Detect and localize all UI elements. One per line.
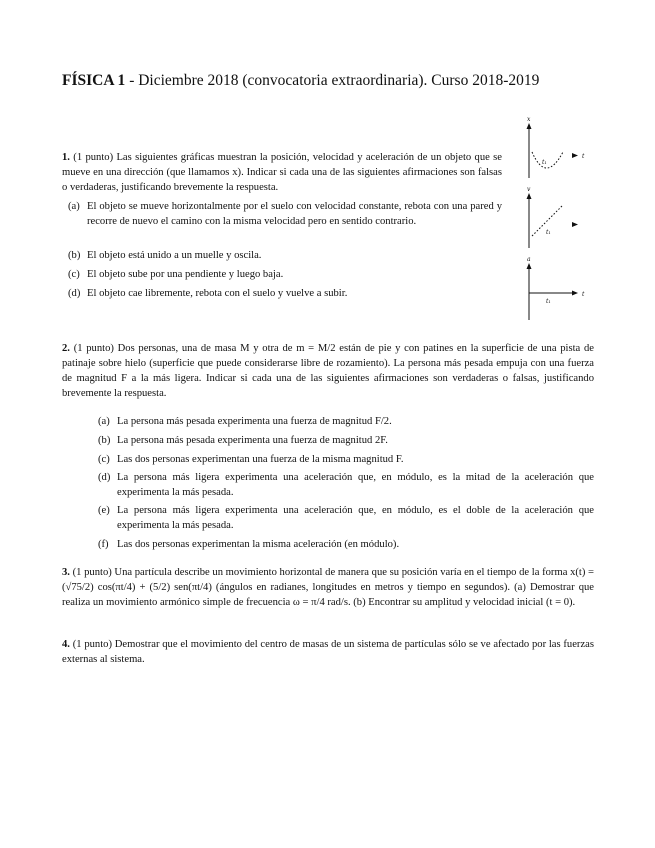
question-4-text: (1 punto) Demostrar que el movimiento del centro de masas de un sistema de partículas sólo se ve afectado por las fuerzas externas al sistema. [62,639,594,665]
option-label: (b) [68,250,81,261]
t1-label: t₁ [546,298,551,305]
option-label: (a) [68,201,80,212]
question-1-number: 1. [62,152,70,163]
q2-option-a [98,414,594,429]
axis-label-t: t [582,153,585,160]
velocity-graph [527,186,579,248]
arrowhead-icon [572,222,578,227]
axis-label-a: a [527,256,531,263]
q2-option-e [98,503,594,533]
option-label: (c) [68,269,80,280]
axis-label-x: x [527,116,531,123]
question-3-number: 3. [62,567,70,578]
question-3 [62,565,594,610]
acceleration-graph [527,256,586,320]
option-text: Las dos personas experimentan una fuerza de la misma magnitud F. [117,454,404,465]
arrowhead-icon [527,123,532,129]
q1-option-d [68,286,502,301]
question-1 [62,150,502,195]
option-label: (d) [98,472,111,483]
arrowhead-icon [527,263,532,269]
q1-option-a [68,199,502,229]
arrowhead-icon [527,193,532,199]
option-text: Las dos personas experimentan la misma aceleración (en módulo). [117,539,400,550]
option-text: La persona más ligera experimenta una aceleración que, en módulo, es el doble de la aceleración que experimenta la más pesada. [117,505,594,531]
t1-label: t₁ [546,229,551,236]
q2-option-c [98,452,594,467]
question-1-text: (1 punto) Las siguientes gráficas muestran la posición, velocidad y aceleración de un objeto que se mueve en una dirección (que llamamos x). Indicar si cada una de las siguientes afirmaciones son falsas o verdaderas, justificando brevemente la respuesta. [62,152,502,193]
question-2-text: (1 punto) Dos personas, una de masa M y otra de m = M/2 están de pie y con patines en la superficie de una pista de patinaje sobre hielo (superficie que puede considerarse libre de rozamiento). La persona más pesada empuja con una fuerza de magnitud F a la más ligera. Indicar si cada una de las siguientes afirmaciones son verdaderas o falsas, justificando brevemente la respuesta. [62,343,594,399]
q2-option-d [98,470,594,500]
option-label: (b) [98,435,111,446]
q2-option-b [98,433,594,448]
axis-label-t: t [582,291,585,298]
option-text: La persona más pesada experimenta una fuerza de magnitud 2F. [117,435,388,446]
question-4-number: 4. [62,639,70,650]
course-name: FÍSICA 1 [62,72,126,89]
motion-graphs [508,112,598,322]
question-4 [62,637,594,667]
q1-option-c [68,267,502,282]
option-label: (a) [98,416,110,427]
option-text: El objeto cae libremente, rebota con el suelo y vuelve a subir. [87,288,348,299]
option-text: El objeto se mueve horizontalmente por el suelo con velocidad constante, rebota con una pared y recorre de nuevo el camino con la misma velocidad pero en sentido contrario. [87,201,502,227]
option-text: El objeto está unido a un muelle y oscila. [87,250,262,261]
option-text: El objeto sube por una pendiente y luego baja. [87,269,284,280]
question-3-text: (1 punto) Una partícula describe un movimiento horizontal de manera que su posición varía en el tiempo de la forma x(t) = (√75/2) cos(πt/4) + (5/2) sen(πt/4) (ángulos en radianes, longitudes en metros y tiempo en segundos). (a) Demostrar que realiza un movimiento armónico simple de frecuencia ω = π/4 rad/s. (b) Encontrar su amplitud y velocidad inicial (t = 0). [62,567,594,608]
parabola-curve [532,152,563,168]
option-label: (e) [98,505,110,516]
option-text: La persona más pesada experimenta una fuerza de magnitud F/2. [117,416,392,427]
option-text: La persona más ligera experimenta una aceleración que, en módulo, es la mitad de la aceleración que experimenta la más pesada. [117,472,594,498]
option-label: (c) [98,454,110,465]
arrowhead-icon [572,153,578,158]
q1-option-b [68,248,502,263]
axis-label-v: v [527,186,531,193]
q2-option-f [98,537,594,552]
arrowhead-icon [572,291,578,296]
exam-title [62,72,602,90]
option-label: (d) [68,288,81,299]
position-graph [527,116,586,178]
t1-label: t₁ [542,159,547,166]
question-2-number: 2. [62,343,70,354]
option-label: (f) [98,539,109,550]
question-2 [62,341,594,401]
exam-subtitle: - Diciembre 2018 (convocatoria extraordinaria). Curso 2018-2019 [125,72,540,89]
